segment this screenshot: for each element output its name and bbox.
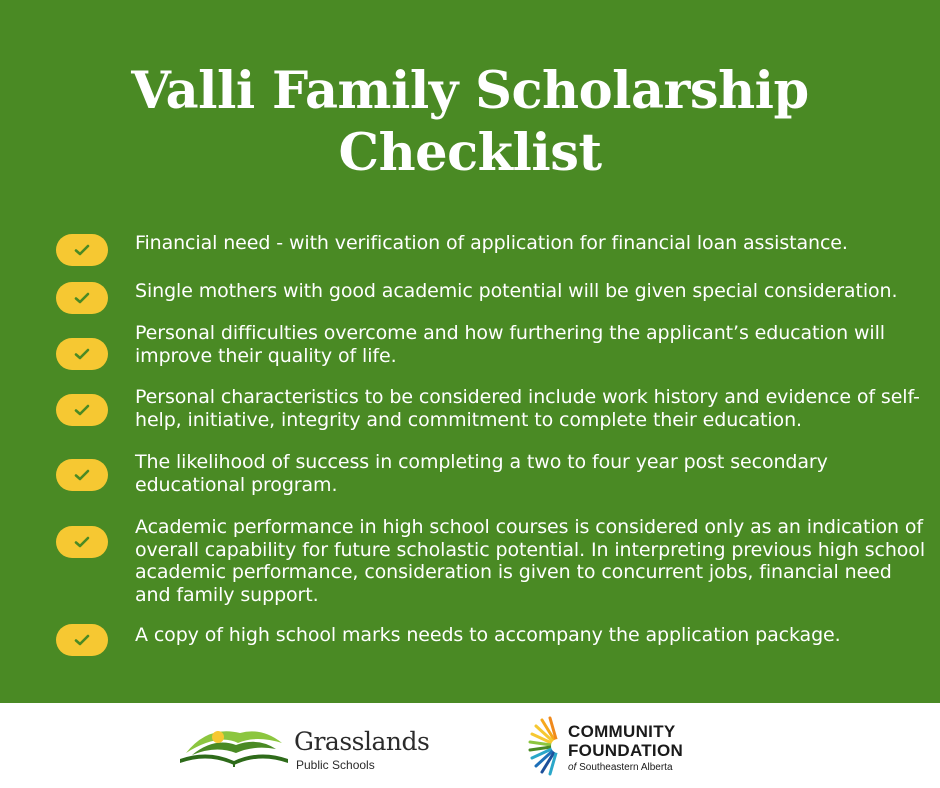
check-icon [56, 526, 108, 558]
check-icon [56, 282, 108, 314]
title-line-2: Checklist [338, 123, 602, 183]
checklist-item-text: The likelihood of success in completing a two to four year post secondary educational program. [135, 451, 828, 496]
check-icon [56, 394, 108, 426]
title-line-1: Valli Family Scholarship [131, 61, 809, 121]
foundation-subtitle-of: of [568, 762, 577, 773]
foundation-line-1: COMMUNITY [568, 722, 676, 741]
foundation-subtitle [568, 762, 673, 773]
checklist-item-text: Personal characteristics to be considered include work history and evidence of self-help, initiative, integrity and commitment to complete their education. [135, 386, 920, 431]
page-title [0, 60, 940, 184]
checklist-item-text: Financial need - with verification of application for financial loan assistance. [135, 232, 848, 254]
grasslands-book-icon [178, 723, 290, 769]
check-icon [56, 234, 108, 266]
check-icon [56, 624, 108, 656]
foundation-subtitle-region: Southeastern Alberta [576, 762, 673, 773]
sunburst-icon [528, 716, 564, 776]
checklist-item-text: Academic performance in high school courses is considered only as an indication of overall capability for future scholastic potential. In interpreting previous high school academic performance, consideration is given to concurrent jobs, financial need and family support. [135, 516, 926, 606]
checklist-item-text: Personal difficulties overcome and how furthering the applicant’s education will improve their quality of life. [135, 322, 885, 367]
checklist-item-text: Single mothers with good academic potential will be given special consideration. [135, 280, 898, 302]
footer [0, 703, 940, 788]
grasslands-name: Grasslands [294, 727, 430, 756]
check-icon [56, 459, 108, 491]
checklist-item-text: A copy of high school marks needs to accompany the application package. [135, 624, 841, 646]
grasslands-subtitle: Public Schools [296, 758, 375, 772]
foundation-line-2: FOUNDATION [568, 741, 684, 760]
check-icon [56, 338, 108, 370]
